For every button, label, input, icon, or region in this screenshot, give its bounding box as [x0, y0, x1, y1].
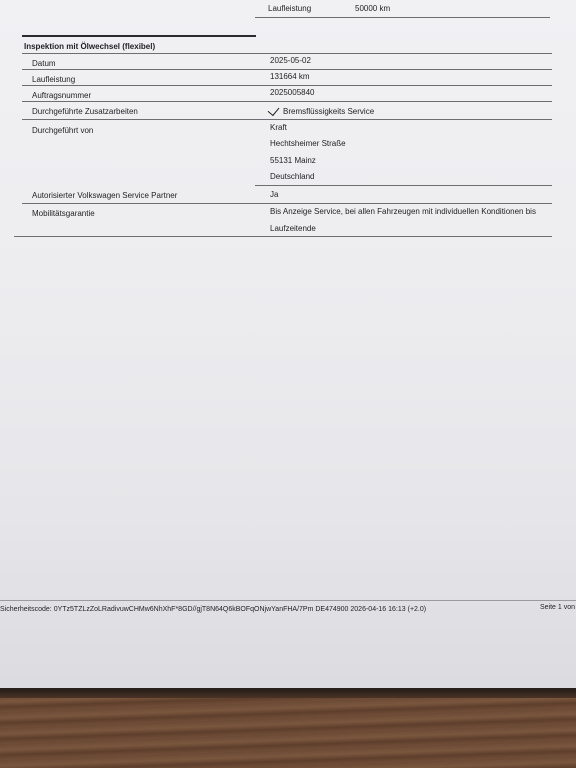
row-label-datum: Datum	[32, 59, 56, 68]
row-rule	[22, 85, 552, 86]
dealer-name: Kraft	[270, 123, 287, 132]
row-rule	[22, 69, 552, 70]
row-value-laufleistung: 131664 km	[270, 72, 310, 81]
dealer-street: Hechtsheimer Straße	[270, 139, 346, 148]
top-mileage-label: Laufleistung	[268, 4, 312, 13]
top-mileage-value: 50000 km	[355, 4, 391, 13]
row-label-durchgefuehrt-von: Durchgeführt von	[32, 126, 94, 135]
section-heading-rule	[22, 53, 552, 54]
checkmark-icon	[268, 104, 280, 116]
mobilitaetsgarantie-line-2: Laufzeitende	[270, 224, 316, 233]
section-top-rule	[22, 35, 256, 37]
row-rule-partial	[255, 185, 552, 186]
row-label-autorisierter-partner: Autorisierter Volkswagen Service Partner	[32, 191, 178, 200]
row-value-autorisierter-partner: Ja	[270, 190, 279, 199]
row-value-auftragsnummer: 2025005840	[270, 88, 315, 97]
row-value-zusatzarbeiten	[270, 105, 374, 116]
row-rule	[22, 203, 552, 204]
dealer-city: 55131 Mainz	[270, 156, 316, 165]
footer-rule	[0, 600, 576, 601]
row-label-mobilitaetsgarantie: Mobilitätsgarantie	[32, 209, 95, 218]
section-title: Inspektion mit Ölwechsel (flexibel)	[24, 42, 156, 51]
section-bottom-rule	[14, 236, 552, 237]
row-label-zusatzarbeiten: Durchgeführte Zusatzarbeiten	[32, 107, 138, 116]
page-number: Seite 1 von	[540, 604, 576, 611]
mobilitaetsgarantie-line-1: Bis Anzeige Service, bei allen Fahrzeugen mit individuellen Konditionen bis	[270, 207, 536, 216]
zusatzarbeiten-text: Bremsflüssigkeits Service	[283, 107, 375, 116]
dealer-country: Deutschland	[270, 172, 315, 181]
security-code: Sicherheitscode: 0YTz5TZLzZoLRadivuwCHMw6NhXhF*8GD//gjT8N64Q6kBOFqONjwYanFHA/7Pm DE474900 2026-04-16 16:13 (+2.0)	[0, 606, 427, 613]
row-value-datum: 2025-05-02	[270, 56, 311, 65]
row-rule	[22, 119, 552, 120]
row-label-laufleistung: Laufleistung	[32, 75, 76, 84]
row-rule	[22, 101, 552, 102]
top-rule	[255, 17, 550, 18]
row-label-auftragsnummer: Auftragsnummer	[32, 91, 92, 100]
